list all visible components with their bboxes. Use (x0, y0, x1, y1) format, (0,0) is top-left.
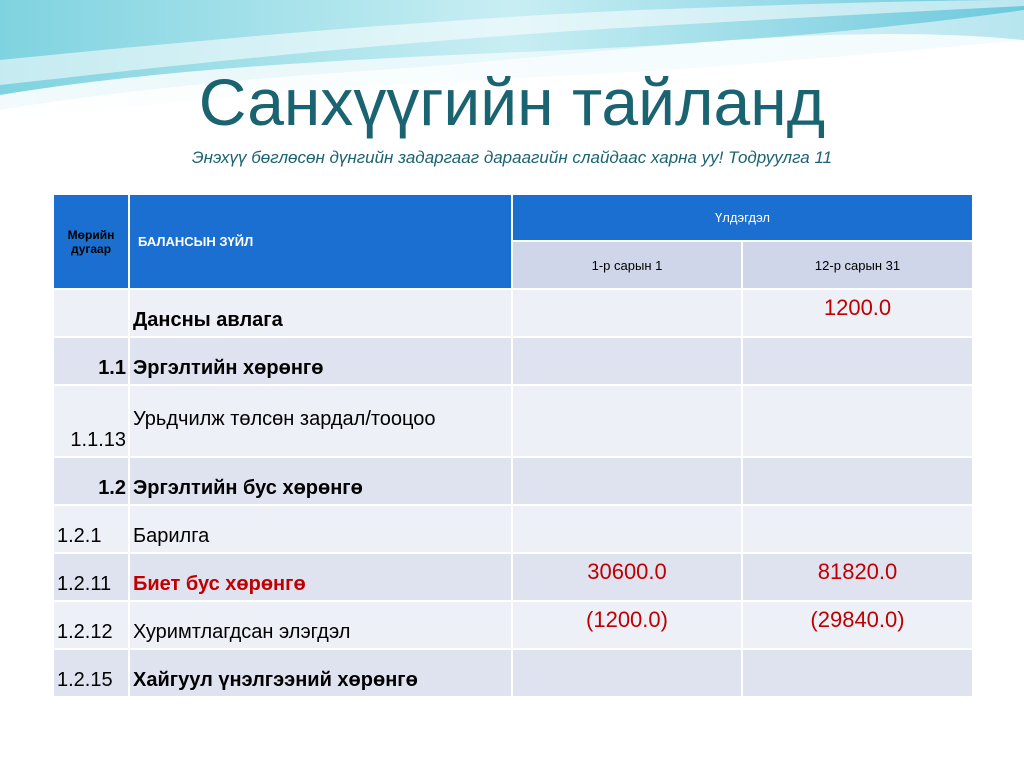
row-value-end: 1200.0 (742, 289, 973, 337)
row-value-end (742, 457, 973, 505)
slide-title: Санхүүгийн тайланд (198, 65, 826, 139)
row-item: Хуримтлагдсан элэгдэл (129, 601, 512, 649)
row-number: 1.2.15 (53, 649, 129, 697)
table-row (53, 457, 973, 505)
row-value-end (742, 337, 973, 385)
header-balance: Үлдэгдэл (512, 194, 973, 241)
row-item: Эргэлтийн бус хөрөнгө (129, 457, 512, 505)
row-number (53, 289, 129, 337)
row-value-end (742, 649, 973, 697)
row-value-start (512, 505, 742, 553)
table-row (53, 289, 973, 337)
table-row (53, 385, 973, 457)
row-value-start (512, 457, 742, 505)
row-value-start (512, 289, 742, 337)
table-row (53, 553, 973, 601)
row-value-start (512, 649, 742, 697)
row-value-end: 81820.0 (742, 553, 973, 601)
row-value-start: (1200.0) (512, 601, 742, 649)
row-number: 1.2.12 (53, 601, 129, 649)
row-number: 1.2.1 (53, 505, 129, 553)
header-row-number: Мөрийн дугаар (53, 194, 129, 289)
row-item: Урьдчилж төлсөн зардал/тооцоо (129, 385, 512, 457)
slide-subtitle: Энэхүү бөглөсөн дүнгийн задаргааг дараагийн слайдаас харна уу! Тодруулга 11 (191, 148, 833, 167)
row-value-start: 30600.0 (512, 553, 742, 601)
row-value-start (512, 385, 742, 457)
header-period-start: 1-р сарын 1 (512, 241, 742, 289)
balance-table (52, 193, 974, 698)
row-value-end (742, 385, 973, 457)
row-number: 1.1.13 (53, 385, 129, 457)
row-item: Эргэлтийн хөрөнгө (129, 337, 512, 385)
row-number: 1.2.11 (53, 553, 129, 601)
row-item: Дансны авлага (129, 289, 512, 337)
row-value-start (512, 337, 742, 385)
header-period-end: 12-р сарын 31 (742, 241, 973, 289)
table-row (53, 601, 973, 649)
row-number: 1.2 (53, 457, 129, 505)
row-number: 1.1 (53, 337, 129, 385)
table-row (53, 649, 973, 697)
row-item: Хайгуул үнэлгээний хөрөнгө (129, 649, 512, 697)
row-item: Барилга (129, 505, 512, 553)
table-row (53, 337, 973, 385)
header-balance-item: БАЛАНСЫН ЗҮЙЛ (129, 194, 512, 289)
row-value-end: (29840.0) (742, 601, 973, 649)
table-row (53, 505, 973, 553)
row-value-end (742, 505, 973, 553)
row-item: Биет бус хөрөнгө (129, 553, 512, 601)
